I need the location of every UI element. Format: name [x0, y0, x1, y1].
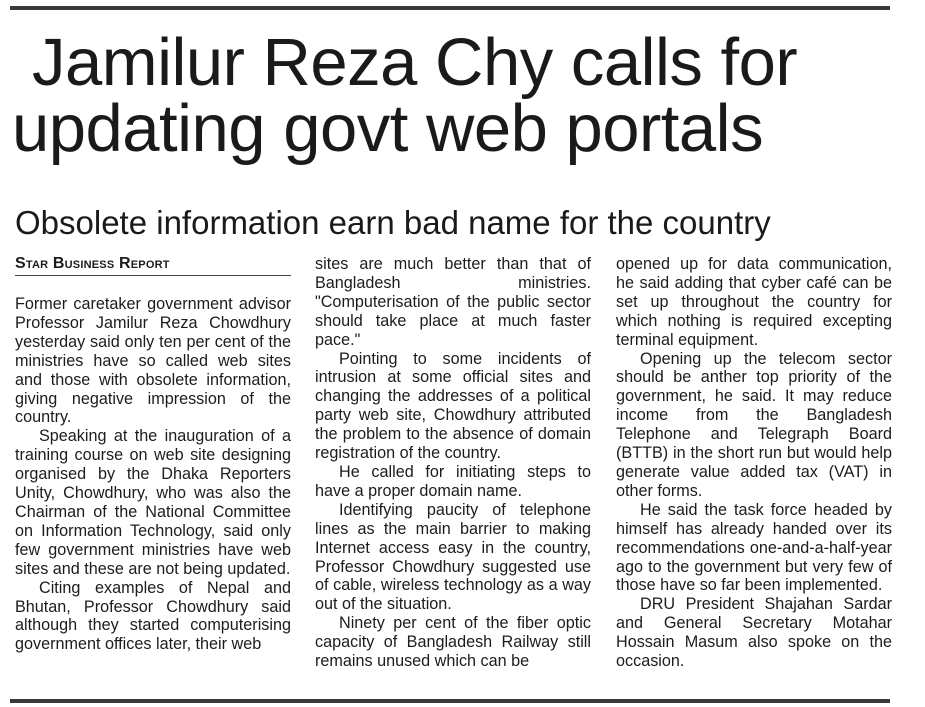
paragraph: Pointing to some incidents of intrusion at some official sites and changing the addresses of a political party web site, Chowdhury attributed the problem to the absence of domain registration of the country.	[315, 349, 591, 463]
paragraph: Identifying paucity of telephone lines as the main barrier to making Internet access easy in the country, Professor Chowdhury suggested use of cable, wireless technology as a way out of the situation.	[315, 500, 591, 614]
paragraph: Ninety per cent of the fiber optic capacity of Bangladesh Railway still remains unused which can be	[315, 614, 591, 671]
paragraph: Former caretaker government advisor Professor Jamilur Reza Chowdhury yesterday said only ten per cent of the ministries have so called web sites and those with obsolete information, giving negative impression of the country.	[15, 295, 291, 427]
article-column-3	[616, 255, 892, 671]
paragraph: Opening up the telecom sector should be anther top priority of the government, he said. It may reduce income from the Bangladesh Telephone and Telegraph Board (BTTB) in the short run but would help generate value added tax (VAT) in other forms.	[616, 349, 892, 500]
paragraph: opened up for data communication, he said adding that cyber café can be set up throughout the country for which nothing is required excepting terminal equipment.	[616, 255, 892, 349]
paragraph: Citing examples of Nepal and Bhutan, Professor Chowdhury said although they started computerising government offices later, their web	[15, 578, 291, 654]
headline	[12, 25, 902, 166]
paragraph: Speaking at the inauguration of a training course on web site designing organised by the Dhaka Reporters Unity, Chowdhury, who was also the Chairman of the National Committee on Information Technology, said only few government ministries have web sites and these are not being updated.	[15, 427, 291, 578]
paragraph: sites are much better than that of Bangladesh ministries. "Computerisation of the public sector should take place at much faster pace."	[315, 255, 591, 349]
paragraph: He said the task force headed by himself has already handed over its recommendations one-and-a-half-year ago to the government but very few of those have so far been implemented.	[616, 500, 892, 595]
bottom-rule	[10, 699, 890, 703]
article-column-1	[15, 255, 291, 654]
top-rule	[10, 6, 890, 10]
headline-line-1: Jamilur Reza Chy calls for	[32, 25, 798, 100]
subheadline: Obsolete information earn bad name for the country	[15, 204, 771, 241]
paragraph: He called for initiating steps to have a proper domain name.	[315, 462, 591, 500]
headline-line-2: updating govt web portals	[12, 91, 764, 166]
byline: Star Business Report	[15, 255, 291, 276]
paragraph: DRU President Shajahan Sardar and General Secretary Motahar Hossain Masum also spoke on the occasion.	[616, 595, 892, 671]
article-column-2	[315, 255, 591, 671]
